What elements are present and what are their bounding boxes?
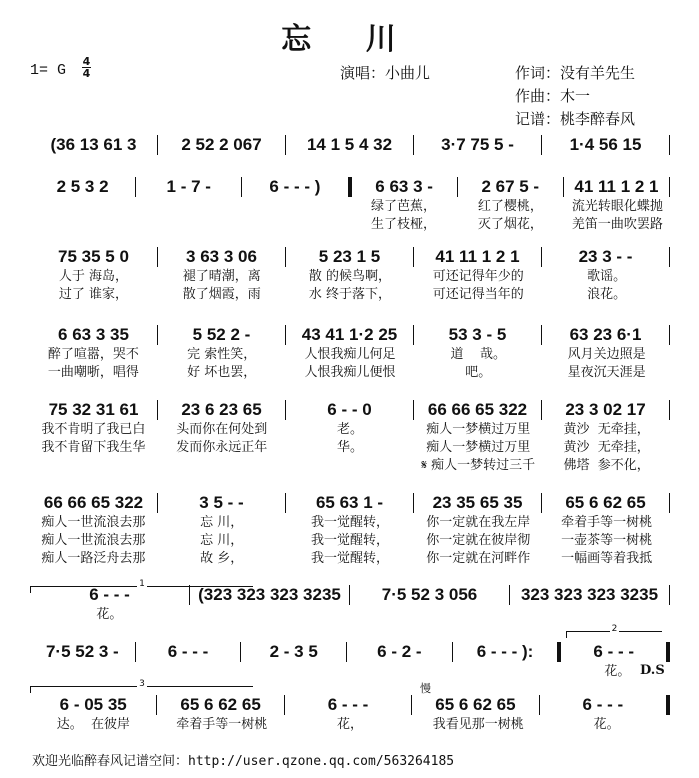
- measure: 323 323 323 3235: [520, 585, 659, 604]
- lyric: 褪了晴潮，离: [182, 269, 261, 284]
- lyric-line-1: [30, 606, 670, 624]
- lyric: 我不肯留下我生华: [41, 440, 146, 455]
- lyric: 花。: [593, 717, 620, 732]
- measure: 6 63 3 35: [58, 325, 129, 344]
- lyric: 忘 川，: [200, 533, 244, 548]
- notes-row: [30, 176, 670, 198]
- lyric: 华。: [336, 440, 363, 455]
- system-1: [30, 134, 670, 156]
- lyric: 故 乡，: [200, 551, 244, 566]
- measure: 65 63 1 -: [315, 493, 384, 512]
- lyric: [287, 457, 414, 475]
- tempo-mark: 慢: [420, 682, 431, 695]
- measure: 23 6 23 65: [181, 400, 262, 419]
- notes-row: [30, 246, 670, 268]
- lyric: [30, 216, 135, 234]
- lyric: 可还记得当年的: [432, 287, 524, 302]
- measure: 6 - - -: [327, 695, 369, 714]
- lyric: 佛塔 参不化，: [563, 458, 650, 473]
- measure: 2 67 5 -: [481, 177, 540, 196]
- measure: 23 3 - -: [578, 247, 633, 266]
- measure: 75 35 5 0: [58, 247, 129, 266]
- system-2: [30, 176, 670, 234]
- lyric: 过了 谁家，: [58, 287, 128, 302]
- measure: 23 35 65 35: [432, 493, 523, 512]
- lyric: [244, 216, 349, 234]
- lyric-line-2: [30, 216, 670, 234]
- lyric: 吧。: [465, 365, 492, 380]
- transcriber: 记谱：桃李醉春风: [515, 110, 636, 128]
- lyric-line-1: [30, 663, 670, 681]
- lyric: 水 终于落下，: [308, 287, 392, 302]
- system-5: [30, 399, 670, 475]
- barline: [669, 177, 670, 197]
- system-8: [30, 641, 670, 681]
- notes-row: [30, 694, 670, 716]
- lyric-line-2: [30, 532, 670, 550]
- lyric: 痴人一梦横过万里: [426, 422, 531, 437]
- dal-segno: D.S: [640, 663, 665, 678]
- barline: [669, 400, 670, 420]
- measure: 41 11 1 2 1: [574, 177, 659, 196]
- system-3: [30, 246, 670, 304]
- measure: 53 3 - 5: [448, 325, 507, 344]
- lyric: [190, 606, 349, 624]
- lyric-line-1: [30, 421, 670, 439]
- lyric: [137, 663, 242, 681]
- lyric-line-1: [30, 346, 670, 364]
- measure: 6 - - - ): [269, 177, 321, 196]
- lyric: 花。: [96, 607, 123, 622]
- lyric: 𝄋 痴人一梦转过三千: [421, 458, 536, 473]
- measure: 2 - 3 5: [269, 642, 318, 661]
- notes-row: [30, 324, 670, 346]
- lyric: 老。: [336, 422, 363, 437]
- volta-2-label: 2: [611, 624, 618, 634]
- barline: [669, 325, 670, 345]
- lyric: 黄沙 无牵挂，: [563, 422, 650, 437]
- lyric: 牵着手等一树桃: [176, 717, 268, 732]
- lyric: 流光转眼化蝶抛: [571, 199, 663, 214]
- lyric: [30, 457, 157, 475]
- lyric: [351, 663, 456, 681]
- barline: [666, 642, 670, 662]
- lyric: 绿了芭蕉，: [370, 199, 436, 214]
- measure: 2 52 2 067: [181, 135, 262, 154]
- lyric-line-2: [30, 364, 670, 382]
- lyric: 达。 在彼岸: [56, 717, 131, 732]
- measure: 6 - 2 -: [377, 642, 422, 661]
- measure: 3·7 75 5 -: [441, 135, 514, 154]
- lyric: 一幅画等着我抵: [561, 551, 653, 566]
- lyric: 痴人一路泛舟去那: [41, 551, 146, 566]
- lyric: 我看见那一树桃: [432, 717, 524, 732]
- measure: 6 - - -: [593, 642, 634, 661]
- lyric: 痴人一世流浪去那: [41, 533, 146, 548]
- lyric: 生了枝桠，: [370, 217, 436, 232]
- measure: 1 - 7 -: [166, 177, 211, 196]
- footer-link[interactable]: 欢迎光临醉春风记谱空间：http://user.qzone.qq.com/563264185: [32, 754, 455, 769]
- lyric: 痴人一世流浪去那: [41, 515, 146, 530]
- lyric: 我一觉醒转，: [310, 551, 389, 566]
- song-title: 忘 川: [281, 22, 418, 57]
- volta-3: [30, 679, 253, 693]
- measure: 3 63 3 06: [186, 247, 257, 266]
- measure: 5 52 2 -: [192, 325, 251, 344]
- measure: 6 - - -: [89, 585, 130, 604]
- lyric-line-3: [30, 457, 670, 475]
- barline: [669, 585, 670, 605]
- lyric: 道 哉。: [450, 347, 507, 362]
- lyric: [137, 216, 242, 234]
- volta-2: [566, 624, 662, 638]
- notes-row: [30, 641, 670, 663]
- lyric: 浪花。: [587, 287, 627, 302]
- measure: 63 23 6·1: [569, 325, 642, 344]
- lyric: 醉了喧嚣，哭不: [47, 347, 139, 362]
- lyric: [244, 663, 349, 681]
- lyric: [30, 198, 135, 216]
- measure: 41 11 1 2 1: [435, 247, 520, 266]
- key-signature: 1= G: [30, 62, 67, 79]
- measure: 7·5 52 3 056: [381, 585, 478, 604]
- measure: 6 - - -: [582, 695, 624, 714]
- system-4: [30, 324, 670, 382]
- lyric: 完 索性笑，: [187, 347, 257, 362]
- measure: 65 6 62 65: [180, 695, 261, 714]
- lyricist: 作词：没有羊先生: [515, 64, 636, 82]
- measure: 6 - - 0: [327, 400, 372, 419]
- lyric: 忘 川，: [200, 515, 244, 530]
- lyric: 灭了烟花，: [477, 217, 543, 232]
- measure: 66 66 65 322: [427, 400, 528, 419]
- lyric: 我一觉醒转，: [310, 515, 389, 530]
- lyric: 牵着手等一树桃: [561, 515, 653, 530]
- measure: (36 13 61 3: [50, 135, 137, 154]
- lyric: [30, 663, 135, 681]
- measure: 65 6 62 65: [565, 493, 646, 512]
- measure: 43 41 1·2 25: [301, 325, 398, 344]
- singer: 演唱：小曲儿: [340, 64, 431, 82]
- lyric: [458, 663, 563, 681]
- time-signature: [82, 56, 91, 79]
- lyric: [511, 606, 670, 624]
- notes-row: [30, 399, 670, 421]
- lyric: [158, 457, 285, 475]
- measure: 14 1 5 4 32: [306, 135, 393, 154]
- lyric: 羌笛一曲吹罢路: [571, 217, 663, 232]
- lyric: 红了樱桃，: [477, 199, 543, 214]
- barline: [669, 493, 670, 513]
- volta-1-label: 1: [139, 579, 145, 589]
- lyric-line-1: [30, 268, 670, 286]
- lyric: 花，: [336, 717, 363, 732]
- lyric: 一曲嘲哳，唱得: [47, 365, 139, 380]
- lyric: 好 坏也罢，: [187, 365, 257, 380]
- composer: 作曲：木一: [515, 87, 591, 105]
- time-bottom: 4: [82, 67, 91, 80]
- lyric-line-1: [30, 716, 670, 734]
- lyric: 人恨我痴儿便恨: [304, 365, 396, 380]
- lyric-line-2: [30, 286, 670, 304]
- lyric: 你一定就在我左岸: [426, 515, 531, 530]
- volta-3-label: 3: [139, 679, 145, 689]
- measure: 3 5 - -: [199, 493, 244, 512]
- lyric-line-1: [30, 514, 670, 532]
- barline: [669, 247, 670, 267]
- measure: 7·5 52 3 -: [45, 642, 119, 661]
- measure: 6 63 3 -: [375, 177, 433, 196]
- lyric: 歌谣。: [587, 269, 627, 284]
- lyric: 一壶茶等一树桃: [561, 533, 653, 548]
- barline: [666, 695, 670, 715]
- lyric: 痴人一梦横过万里: [426, 440, 531, 455]
- lyric: 花。: [604, 664, 631, 679]
- system-6: [30, 492, 670, 568]
- measure: 23 3 02 17: [565, 400, 646, 419]
- lyric: 星夜沉天涯是: [567, 365, 646, 380]
- measure: 5 23 1 5: [318, 247, 381, 266]
- system-9: [30, 694, 670, 734]
- notes-row: [30, 492, 670, 514]
- lyric: [137, 198, 242, 216]
- measure: 6 - - -: [167, 642, 209, 661]
- lyric: [351, 606, 510, 624]
- lyric: 你一定就在彼岸彻: [426, 533, 531, 548]
- measure: 6 - 05 35: [59, 695, 127, 714]
- measure: 1·4 56 15: [569, 135, 642, 154]
- lyric: 人恨我痴儿何足: [304, 347, 396, 362]
- lyric: 散 的候鸟啊，: [308, 269, 392, 284]
- lyric: 黄沙 无牵挂，: [563, 440, 650, 455]
- measure: 6 - - - ):: [476, 642, 534, 661]
- lyric: 头而你在何处到: [176, 422, 268, 437]
- lyric: 人于 海岛，: [58, 269, 128, 284]
- notes-row: [30, 134, 670, 156]
- lyric: 可还记得年少的: [432, 269, 524, 284]
- lyric-line-3: [30, 550, 670, 568]
- volta-1: [30, 579, 253, 593]
- lyric: 风月关边照是: [567, 347, 646, 362]
- lyric-line-1: [30, 198, 670, 216]
- lyric: [244, 198, 349, 216]
- measure: 2 5 3 2: [56, 177, 109, 196]
- lyric: 我不肯明了我已白: [41, 422, 146, 437]
- lyric: 发而你永远正年: [176, 440, 268, 455]
- lyric: 我一觉醒转，: [310, 533, 389, 548]
- measure: 75 32 31 61: [48, 400, 139, 419]
- lyric-line-2: [30, 439, 670, 457]
- time-top: 4: [82, 55, 91, 68]
- lyric: 你一定就在河畔作: [426, 551, 531, 566]
- measure: (323 323 323 3235: [198, 585, 341, 604]
- lyric: 散了烟霞，雨: [182, 287, 261, 302]
- barline: [669, 135, 670, 155]
- measure: 66 66 65 322: [43, 493, 144, 512]
- measure: 65 6 62 65: [435, 695, 516, 714]
